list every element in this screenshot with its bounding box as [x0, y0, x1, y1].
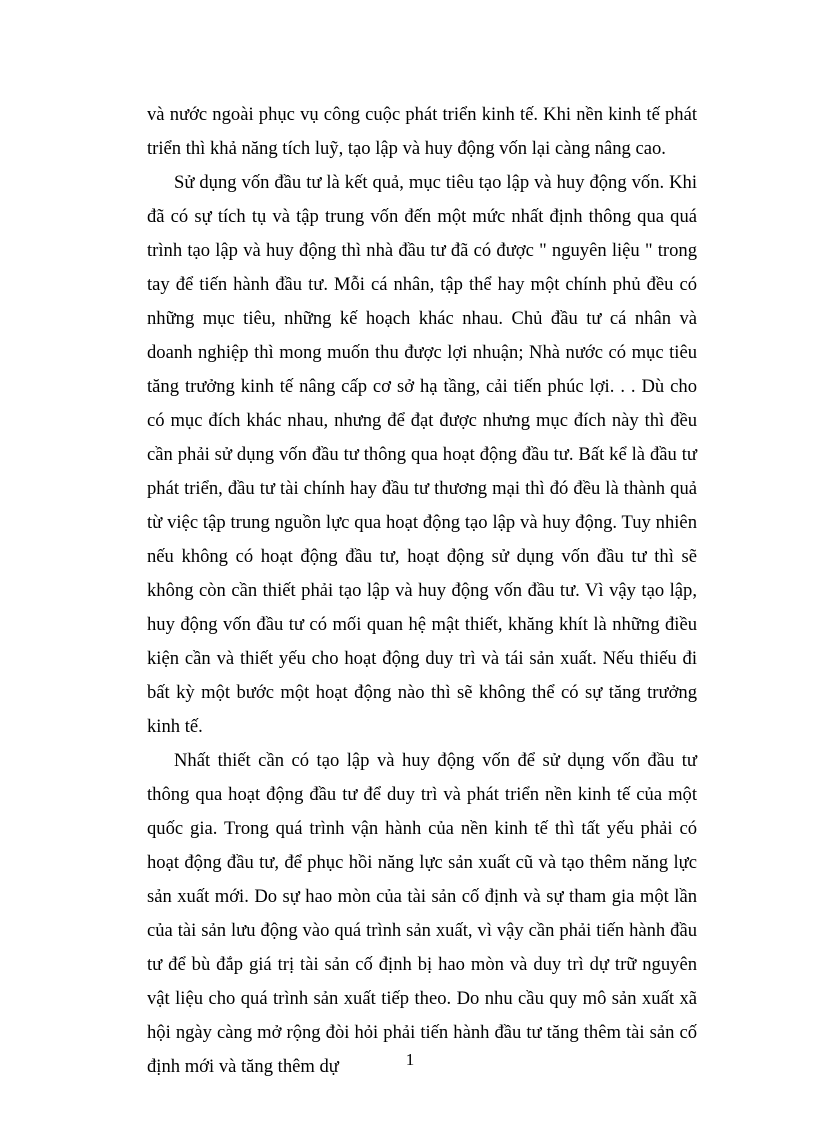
document-body	[147, 98, 697, 1084]
paragraph-3: Nhất thiết cần có tạo lập và huy động vốn để sử dụng vốn đầu tư thông qua hoạt động đầu tư để duy trì và phát triển nền kinh tế của một quốc gia. Trong quá trình vận hành của nền kinh tế thì tất yếu phải có hoạt động đầu tư, để phục hồi năng lực sản xuất cũ và tạo thêm năng lực sản xuất mới. Do sự hao mòn của tài sản cố định và sự tham gia một lần của tài sản lưu động vào quá trình sản xuất, vì vậy cần phải tiến hành đầu tư để bù đắp giá trị tài sản cố định bị hao mòn và duy trì dự trữ nguyên vật liệu cho quá trình sản xuất tiếp theo. Do nhu cầu quy mô sản xuất xã hội ngày càng mở rộng đòi hỏi phải tiến hành đầu tư tăng thêm tài sản cố định mới và tăng thêm dự	[147, 750, 697, 1077]
page-number: 1	[405, 1050, 415, 1069]
paragraph-2: Sử dụng vốn đầu tư là kết quả, mục tiêu tạo lập và huy động vốn. Khi đã có sự tích tụ và tập trung vốn đến một mức nhất định thông qua quá trình tạo lập và huy động thì nhà đầu tư đã có được " nguyên liệu " trong tay để tiến hành đầu tư. Mỗi cá nhân, tập thể hay một chính phủ đều có những mục tiêu, những kế hoạch khác nhau. Chủ đầu tư cá nhân và doanh nghiệp thì mong muốn thu được lợi nhuận; Nhà nước có mục tiêu tăng trưởng kinh tế nâng cấp cơ sở hạ tầng, cải tiến phúc lợi. . . Dù cho có mục đích khác nhau, nhưng để đạt được nhưng mục đích này thì đều cần phải sử dụng vốn đầu tư thông qua hoạt động đầu tư. Bất kể là đầu tư phát triển, đầu tư tài chính hay đầu tư thương mại thì đó đều là thành quả từ việc tập trung nguồn lực qua hoạt động tạo lập và huy động. Tuy nhiên nếu không có hoạt động đầu tư, hoạt động sử dụng vốn đầu tư thì sẽ không còn cần thiết phải tạo lập và huy động vốn đầu tư. Vì vậy tạo lập, huy động vốn đầu tư có mối quan hệ mật thiết, khăng khít là những điều kiện cần và thiết yếu cho hoạt động duy trì và tái sản xuất. Nếu thiếu đi bất kỳ một bước một hoạt động nào thì sẽ không thể có sự tăng trưởng kinh tế.	[147, 172, 697, 737]
paragraph-1: và nước ngoài phục vụ công cuộc phát triển kinh tế. Khi nền kinh tế phát triển thì khả năng tích luỹ, tạo lập và huy động vốn lại càng nâng cao.	[147, 104, 697, 159]
